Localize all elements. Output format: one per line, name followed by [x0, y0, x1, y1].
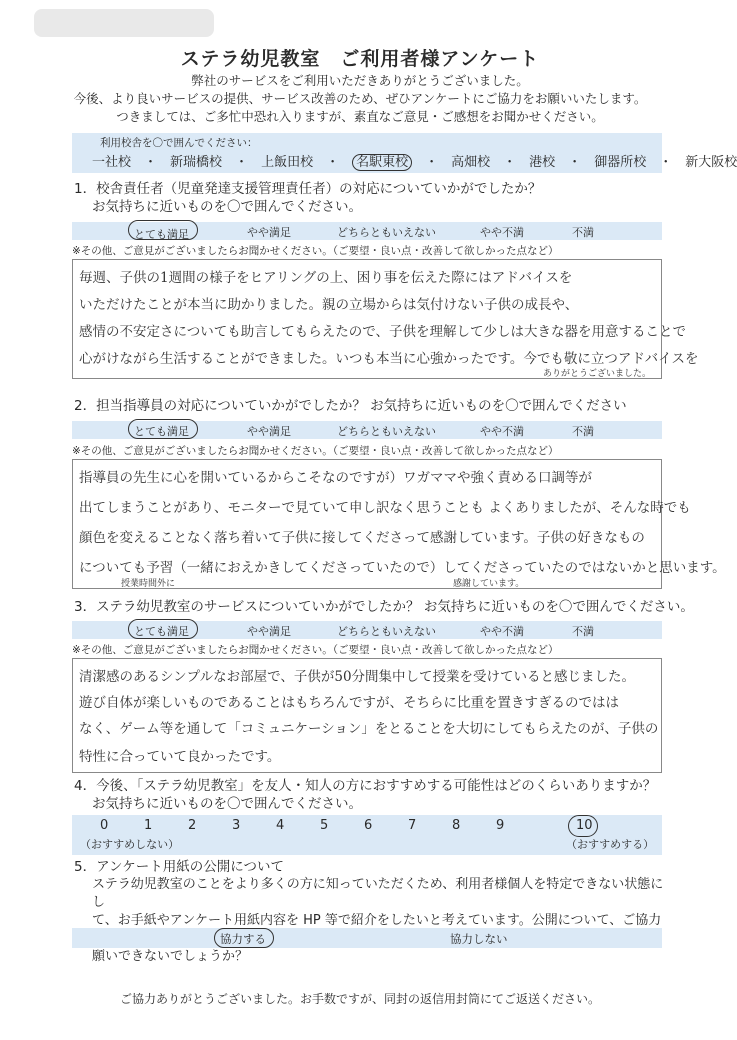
scale-option[interactable]: 0	[100, 818, 109, 833]
campus-option[interactable]: 上飯田校 ・	[261, 155, 353, 170]
campus-list	[92, 151, 737, 170]
q5-line: ステラ幼児教室のことをより多くの方に知っていただくため、利用者様個人を特定できない状態にし	[92, 877, 664, 910]
q3-option[interactable]: やや満足	[247, 625, 291, 638]
q4-selected-circle	[568, 815, 598, 837]
q2-note: ※その他、ご意見がございましたらお聞かせください。（ご要望・良い点・改善して欲しかった点など）	[72, 445, 559, 457]
q1-title: 1．校舎責任者（児童発達支援管理責任者）の対応についていかがでしたか？	[74, 181, 542, 197]
q5-line: て、お手紙やアンケート用紙内容を HP 等で紹介をしたいと考えています。公開について、ご協力	[92, 913, 662, 928]
q1-comment-box	[72, 259, 699, 379]
campus-option[interactable]: 新大阪校	[685, 155, 737, 170]
intro-text	[0, 72, 720, 126]
q1-line: 感情の不安定さについても助言してもらえたので、子供を理解して少しは大きな器を用意することで	[79, 324, 686, 340]
q3-line: 清潔感のあるシンプルなお部屋で、子供が50分間集中して授業を受けていると感じました。	[79, 669, 636, 685]
redacted-area	[34, 9, 214, 37]
q2-line: 指導員の先生に心を開いているからこそなのですが）ワガママや強く責める口調等が	[79, 470, 592, 486]
campus-option[interactable]: 御器所校 ・	[594, 155, 686, 170]
q3-option[interactable]: 不満	[572, 625, 594, 638]
scale-option[interactable]: 2	[188, 818, 197, 833]
q1-line: 毎週、子供の1週間の様子をヒアリングの上、困り事を伝えた際にはアドバイスを	[79, 270, 573, 286]
q2-option[interactable]: 不満	[572, 425, 594, 438]
q1-option[interactable]: やや不満	[480, 226, 524, 239]
q4-title: 4．今後、「ステラ幼児教室」を友人・知人の方におすすめする可能性はどのくらいありますか？	[74, 778, 657, 794]
disagree-option[interactable]: 協力しない	[450, 932, 508, 946]
q1-option[interactable]: やや満足	[247, 226, 291, 239]
campus-option[interactable]: 一社校 ・	[92, 155, 171, 170]
campus-option[interactable]: 高畑校 ・	[451, 155, 530, 170]
q2-line: 顔色を変えることなく落ち着いて子供に接してくださって感謝しています。子供の好きなもの	[79, 530, 645, 546]
q2-title: 2．担当指導員の対応についていかがでしたか？ お気持ちに近いものを〇で囲んでください	[74, 398, 627, 414]
scale-option[interactable]: 8	[452, 818, 461, 833]
page-title: ステラ幼児教室 ご利用者様アンケート	[180, 48, 540, 70]
q3-selected-circle	[128, 619, 198, 639]
scale-option[interactable]: 1	[144, 818, 153, 833]
q5-selected-circle	[214, 928, 274, 948]
q3-comment-box	[72, 658, 662, 773]
q1-line: いただけたことが本当に助かりました。親の立場からは気付けない子供の成長や、	[79, 297, 579, 313]
campus-option[interactable]: 港校 ・	[529, 155, 595, 170]
q4-sub: お気持ちに近いものを〇で囲んでください。	[92, 796, 362, 812]
q5-options	[72, 928, 662, 948]
q3-title: 3．ステラ幼児教室のサービスについていかがでしたか？ お気持ちに近いものを〇で囲んでください。	[74, 599, 694, 615]
scale-option[interactable]: 3	[232, 818, 241, 833]
scale-option-selected[interactable]: 10	[576, 818, 593, 833]
q1-line: 心がけながら生活することができました。いつも本当に心強かったです。今でも敬に立つアドバイスを	[79, 351, 699, 367]
campus-option-selected[interactable]: 名駅東校 ・	[352, 151, 451, 170]
q1-selected-circle	[128, 220, 198, 240]
intro-line: 今後、より良いサービスの提供、サービス改善のため、ぜひアンケートにご協力をお願いいたします。	[73, 91, 647, 106]
q3-option[interactable]: とても満足	[134, 625, 189, 638]
footer-text: ご協力ありがとうございました。お手数ですが、同封の返信用封筒にてご返送ください。	[119, 992, 600, 1006]
q2-option[interactable]: やや満足	[247, 425, 291, 438]
campus-option[interactable]: 新瑞橋校 ・	[170, 155, 262, 170]
q2-selected-circle	[128, 419, 198, 439]
q3-line: なく、ゲーム等を通して「コミュニケーション」をとることを大切にしてもらえたのが、子供の	[79, 721, 659, 737]
q3-note: ※その他、ご意見がございましたらお聞かせください。（ご要望・良い点・改善して欲しかった点など）	[72, 644, 559, 656]
q1-option[interactable]: どちらともいえない	[337, 226, 436, 239]
q1-extra: ありがとうございました。	[543, 369, 652, 379]
scale-option[interactable]: 5	[320, 818, 329, 833]
intro-line: 弊社のサービスをご利用いただきありがとうございました。	[191, 73, 529, 88]
campus-hint: 利用校舎を〇で囲んでください：	[100, 137, 258, 149]
q3-line: 遊び自体が楽しいものであることはもちろんですが、そちらに比重を置きすぎるのではは	[79, 695, 619, 711]
q4-low-label: （おすすめしない）	[80, 838, 180, 851]
scale-option[interactable]: 7	[408, 818, 417, 833]
q4-high-label: （おすすめする）	[566, 838, 655, 851]
q2-option[interactable]: どちらともいえない	[337, 425, 436, 438]
q2-option[interactable]: やや不満	[480, 425, 524, 438]
scale-option[interactable]: 9	[496, 818, 505, 833]
q1-option[interactable]: 不満	[572, 226, 594, 239]
q2-comment-box	[72, 459, 726, 589]
q2-extra: 授業時間外に	[121, 579, 176, 589]
q5-text	[92, 876, 672, 966]
q2-line: 出てしまうことがあり、モニターで見ていて申し訳なく思うことも よくありましたが、そんな時でも	[79, 500, 691, 516]
q3-option[interactable]: やや不満	[480, 625, 524, 638]
scale-option[interactable]: 6	[364, 818, 373, 833]
scale-option[interactable]: 4	[276, 818, 285, 833]
q3-option[interactable]: どちらともいえない	[337, 625, 436, 638]
q5-title: 5．アンケート用紙の公開について	[74, 859, 285, 875]
q2-option[interactable]: とても満足	[134, 425, 189, 438]
intro-line: つきましては、ご多忙中恐れ入りますが、素直なご意見・ご感想をお聞かせください。	[116, 109, 604, 124]
agree-option[interactable]: 協力する	[220, 932, 266, 946]
q1-options: とても満足 やや満足 どちらともいえない やや不満 不満	[72, 222, 662, 240]
q3-line: 特性に合っていて良かったです。	[79, 749, 281, 765]
q2-extra: 感謝しています。	[453, 579, 525, 589]
q1-sub: お気持ちに近いものを〇で囲んでください。	[92, 199, 362, 215]
q5-line: 願いできないでしょうか？	[92, 949, 249, 964]
q1-note: ※その他、ご意見がございましたらお聞かせください。（ご要望・良い点・改善して欲しかった点など）	[72, 245, 559, 257]
q2-line: についても予習（一緒におえかきしてくださっていたので）してくださっていたのではないかと思います。	[79, 560, 726, 576]
